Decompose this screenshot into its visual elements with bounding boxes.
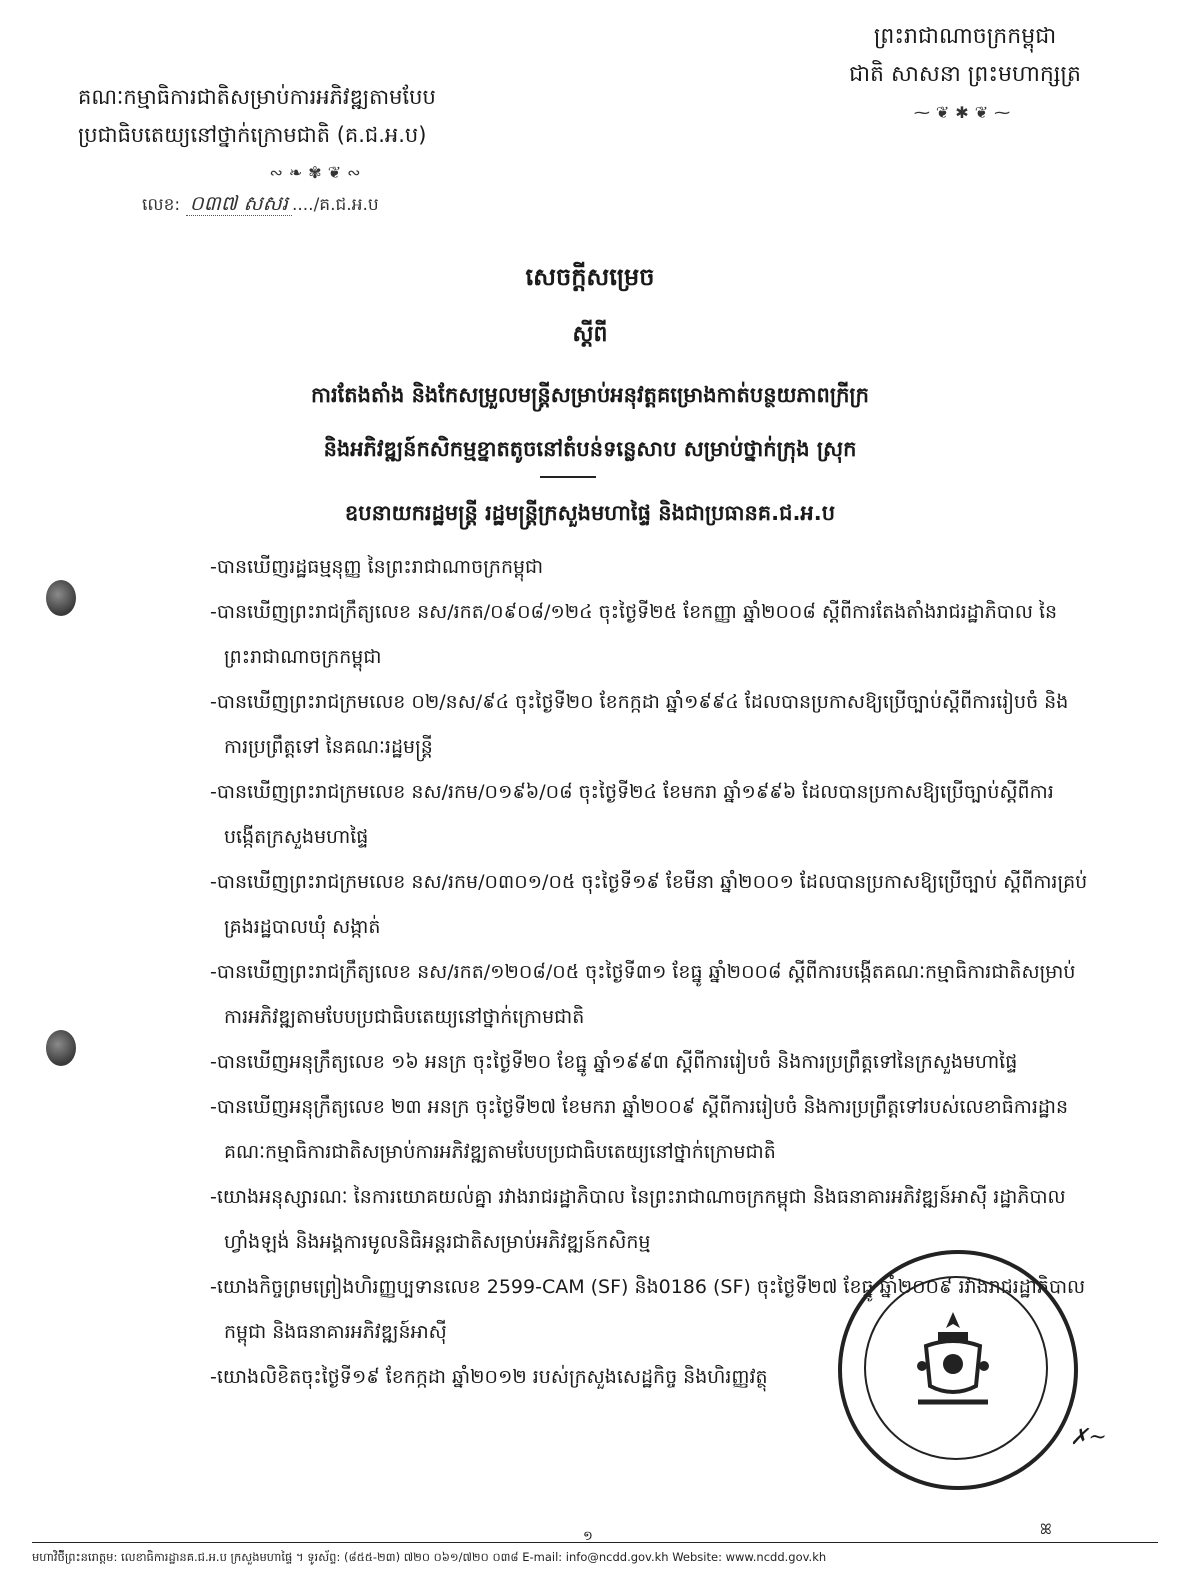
list-item: -បានឃើញរដ្ឋធម្មនុញ្ញ នៃព្រះរាជាណាចក្រកម្ពុជា: [210, 556, 544, 578]
list-item: -យោងអនុស្សារណៈ នៃការយោគយល់គ្នា រវាងរាជរដ្ឋាភិបាល នៃព្រះរាជាណាចក្រកម្ពុជា និងធនាគារអភិវឌ្ឍន៍អាស៊ី រដ្ឋាភិបាលហ្វាំងឡង់ និងអង្គការមូលនិធិអន្តរជាតិសម្រាប់អភិវឌ្ឍន៍កសិកម្ម: [210, 1186, 1066, 1253]
punch-hole-icon: [46, 1030, 76, 1066]
document-title: សេចក្តីសម្រេច: [525, 263, 655, 291]
margin-mark: ꕤ: [1040, 1522, 1052, 1538]
list-item: -យោងកិច្ចព្រមព្រៀងហិរញ្ញប្បទានលេខ 2599-CAM (SF) និង0186 (SF) ចុះថ្ងៃទី២៧ ខែធ្នូ ឆ្នាំ២០០៩ រវាងរាជរដ្ឋាភិបាលកម្ពុជា និងធនាគារអភិវឌ្ឍន៍អាស៊ី: [210, 1276, 1086, 1343]
ref-label: លេខ:: [142, 195, 181, 215]
nation-religion-king-line: ជាតិ សាសនា ព្រះមហាក្សត្រ: [849, 62, 1081, 87]
ref-number-handwritten: ០៣៧ សសរ: [186, 191, 292, 216]
list-item: -បានឃើញអនុក្រឹត្យលេខ ២៣ អនក្រ ចុះថ្ងៃទី២៧ ខែមករា ឆ្នាំ២០០៩ ស្តីពីការរៀបចំ និងការប្រព្រឹត្តទៅរបស់លេខាធិការដ្ឋាន គណៈកម្មាធិការជាតិសម្រាប់ការអភិវឌ្ឍតាមបែបប្រជាធិបតេយ្យនៅថ្នាក់ក្រោមជាតិ: [210, 1096, 1069, 1163]
document-subject: [140, 368, 1040, 476]
divider: [540, 476, 596, 478]
document-about: ស្តីពី: [572, 322, 608, 347]
org-line-1: គណៈកម្មាធិការជាតិសម្រាប់ការអភិវឌ្ឍតាមបែប: [78, 85, 436, 109]
subject-line-2: និងអភិវឌ្ឍន៍កសិកម្មខ្នាតតូចនៅតំបន់ទន្លេសាប សម្រាប់ថ្នាក់ក្រុង ស្រុក: [323, 437, 857, 461]
signatory-title: ឧបនាយករដ្ឋមន្ត្រី រដ្ឋមន្ត្រីក្រសួងមហាផ្ទៃ និងជាប្រធានគ.ជ.អ.ប: [344, 501, 836, 525]
footer-contact: មហាវិថី៍ព្រះនរោត្តម: លេខាធិការដ្ឋានគ.ជ.អ.ប ក្រសួងមហាផ្ទៃ ។ ទូរស័ព្ទ: (៨៥៥-២៣) ៧២០ ០៦១/៧២០ ០៣៨ E-mail: info@ncdd.gov.kh Website: www.ncdd.gov.kh: [32, 1550, 827, 1564]
page-number: ១: [583, 1529, 593, 1544]
list-item: -បានឃើញព្រះរាជក្រមលេខ នស/រកម/០១៩៦/០៨ ចុះថ្ងៃទី២៤ ខែមករា ឆ្នាំ១៩៩៦ ដែលបានប្រកាសឱ្យប្រើច្បាប់ស្តីពីការបង្កើតក្រសួងមហាផ្ទៃ: [210, 781, 1054, 848]
subject-line-1: ការតែងតាំង និងកែសម្រួលមន្ត្រីសម្រាប់អនុវត្តគម្រោងកាត់បន្ថយភាពក្រីក្រ: [310, 383, 870, 407]
footer-divider: [32, 1542, 1158, 1543]
org-line-2: ប្រជាធិបតេយ្យនៅថ្នាក់ក្រោមជាតិ (គ.ជ.អ.ប): [78, 123, 427, 147]
kingdom-line: ព្រះរាជាណាចក្រកម្ពុជា: [873, 24, 1057, 49]
issuing-organization: [78, 78, 558, 192]
punch-hole-icon: [46, 580, 76, 616]
official-seal-icon: [838, 1250, 1078, 1490]
list-item: -បានឃើញព្រះរាជក្រឹត្យលេខ នស/រកត/១២០៨/០៥ ចុះថ្ងៃទី៣១ ខែធ្នូ ឆ្នាំ២០០៨ ស្តីពីការបង្កើតគណៈកម្មាធិការជាតិសម្រាប់ការអភិវឌ្ឍតាមបែបប្រជាធិបតេយ្យនៅថ្នាក់ក្រោមជាតិ: [210, 961, 1076, 1028]
royal-emblem-icon: [908, 1306, 998, 1416]
ornament-icon: ⁓❦✱❦⁓: [913, 103, 1017, 122]
ref-suffix: ..../គ.ជ.អ.ប: [291, 195, 379, 215]
handwritten-mark: ✗~: [1070, 1425, 1107, 1450]
list-item: -បានឃើញអនុក្រឹត្យលេខ ១៦ អនក្រ ចុះថ្ងៃទី២០ ខែធ្នូ ឆ្នាំ១៩៩៣ ស្តីពីការរៀបចំ និងការប្រព្រឹត្តទៅនៃក្រសួងមហាផ្ទៃ: [210, 1051, 1018, 1073]
list-item: -យោងលិខិតចុះថ្ងៃទី១៩ ខែកក្កដា ឆ្នាំ២០១២ របស់ក្រសួងសេដ្ឋកិច្ច និងហិរញ្ញវត្ថុ: [210, 1366, 768, 1388]
list-item: -បានឃើញព្រះរាជក្រមលេខ នស/រកម/០៣០១/០៥ ចុះថ្ងៃទី១៩ ខែមីនា ឆ្នាំ២០០១ ដែលបានប្រកាសឱ្យប្រើច្បាប់ ស្តីពីការគ្រប់គ្រងរដ្ឋបាលឃុំ សង្កាត់: [210, 871, 1088, 938]
reference-number: [142, 190, 379, 220]
list-item: -បានឃើញព្រះរាជក្រមលេខ ០២/នស/៩៤ ចុះថ្ងៃទី២០ ខែកក្កដា ឆ្នាំ១៩៩៤ ដែលបានប្រកាសឱ្យប្រើច្បាប់ស្តីពីការរៀបចំ និងការប្រព្រឹត្តទៅ នៃគណៈរដ្ឋមន្ត្រី: [210, 691, 1069, 758]
list-item: -បានឃើញព្រះរាជក្រឹត្យលេខ នស/រកត/០៩០៨/១២៤ ចុះថ្ងៃទី២៥ ខែកញ្ញា ឆ្នាំ២០០៨ ស្តីពីការតែងតាំងរាជរដ្ឋាភិបាល នៃព្រះរាជាណាចក្រកម្ពុជា: [210, 601, 1058, 668]
kingdom-motto: [810, 18, 1120, 132]
ornament-icon: ∾❧✾❦∾: [269, 163, 367, 182]
